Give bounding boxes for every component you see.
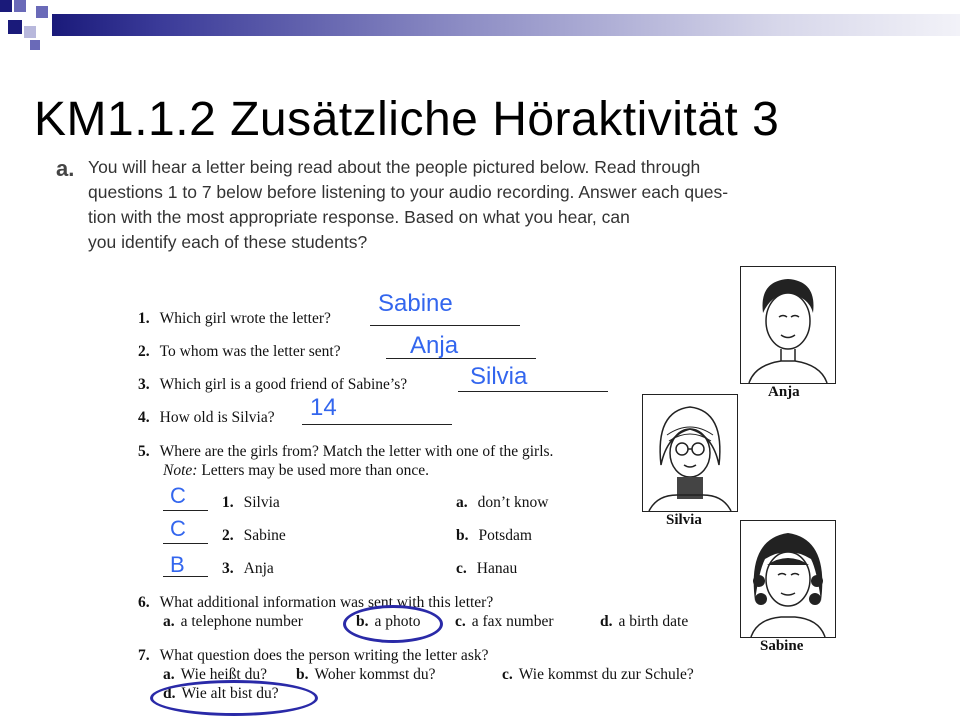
option-text: Wie alt bist du? [181, 685, 279, 702]
item-name: Anja [243, 560, 274, 577]
option-text: a telephone number [180, 613, 303, 630]
question-number: 1. [138, 310, 150, 327]
match-answer-1: C [170, 483, 186, 508]
question-text: What question does the person writing the letter ask? [159, 647, 489, 664]
photo-caption: Silvia [666, 512, 702, 528]
option-text: a birth date [618, 613, 689, 630]
question-3 [138, 376, 407, 394]
deco-square [36, 6, 48, 18]
answer-4: 14 [310, 394, 337, 421]
portrait-illustration [741, 267, 835, 383]
question-number: 4. [138, 409, 150, 426]
q6-option-c [455, 613, 554, 631]
option-letter: d. [163, 685, 176, 702]
match-item [222, 527, 286, 545]
deco-square [0, 0, 12, 12]
match-option [456, 527, 532, 545]
option-text: a photo [374, 613, 421, 630]
photo-anja [740, 266, 836, 384]
instruction-line: tion with the most appropriate response. Based on what you hear, can [88, 207, 630, 227]
option-letter: b. [456, 527, 469, 544]
header-gradient-bar [52, 14, 960, 36]
instruction-line: you identify each of these students? [88, 232, 368, 252]
question-2 [138, 343, 341, 361]
question-number: 5. [138, 443, 150, 460]
question-text: Which girl wrote the letter? [159, 310, 331, 327]
question-number: 3. [138, 376, 150, 393]
question-number: 2. [138, 343, 150, 360]
instruction-line: You will hear a letter being read about the people pictured below. Read through [88, 157, 701, 177]
item-number: 2. [222, 527, 234, 544]
deco-square [14, 0, 26, 12]
slide-title: KM1.1.2 Zusätzliche Höraktivität 3 [34, 93, 780, 146]
question-text: What additional information was sent with this letter? [159, 594, 494, 611]
answer-line [163, 543, 208, 544]
option-letter: b. [356, 613, 369, 630]
answer-1: Sabine [378, 290, 453, 317]
instruction-line: questions 1 to 7 below before listening to your audio recording. Answer each ques- [88, 182, 729, 202]
q7-option-b [296, 666, 436, 684]
match-answer-3: B [170, 552, 185, 577]
option-letter: c. [502, 666, 513, 683]
photo-silvia [642, 394, 738, 512]
item-name: Sabine [243, 527, 286, 544]
question-text: To whom was the letter sent? [159, 343, 341, 360]
photo-sabine [740, 520, 836, 638]
option-letter: c. [456, 560, 467, 577]
question-6 [138, 594, 493, 612]
option-text: Hanau [476, 560, 518, 577]
option-letter: b. [296, 666, 309, 683]
q6-option-d [600, 613, 688, 631]
option-text: Wie heißt du? [180, 666, 267, 683]
deco-square [24, 26, 36, 38]
selected-answer-circle [150, 680, 318, 716]
portrait-illustration [643, 395, 737, 511]
question-4 [138, 409, 275, 427]
photo-caption: Sabine [760, 638, 804, 654]
option-text: Wie kommst du zur Schule? [518, 666, 694, 683]
option-letter: a. [456, 494, 468, 511]
question-number: 7. [138, 647, 150, 664]
option-text: a fax number [471, 613, 554, 630]
option-letter: d. [600, 613, 613, 630]
option-text: Woher kommst du? [314, 666, 436, 683]
deco-square [30, 40, 40, 50]
selected-answer-circle [343, 605, 443, 643]
match-item [222, 560, 274, 578]
question-1 [138, 310, 331, 328]
question-5-note [163, 462, 429, 480]
note-text: Letters may be used more than once. [197, 462, 429, 479]
option-text: don’t know [477, 494, 549, 511]
question-7 [138, 647, 488, 665]
item-number: 1. [222, 494, 234, 511]
option-letter: c. [455, 613, 466, 630]
question-text: Where are the girls from? Match the letter with one of the girls. [159, 443, 554, 460]
option-text: Potsdam [478, 527, 532, 544]
portrait-illustration [741, 521, 835, 637]
q6-option-a [163, 613, 303, 631]
q7-option-c [502, 666, 694, 684]
match-option [456, 494, 548, 512]
question-text: Which girl is a good friend of Sabine’s? [159, 376, 408, 393]
item-name: Silvia [243, 494, 280, 511]
answer-line [370, 325, 520, 326]
option-letter: a. [163, 666, 175, 683]
answer-2: Anja [410, 332, 459, 359]
slide-header-decoration [0, 0, 960, 56]
photo-caption: Anja [768, 384, 800, 400]
answer-line [386, 358, 536, 359]
item-number: 3. [222, 560, 234, 577]
question-text: How old is Silvia? [159, 409, 275, 426]
question-5 [138, 443, 553, 461]
note-label: Note: [163, 462, 198, 479]
answer-line [163, 510, 208, 511]
match-answer-2: C [170, 516, 186, 541]
answer-line [302, 424, 452, 425]
instruction-letter: a. [56, 156, 75, 181]
answer-line [458, 391, 608, 392]
match-item [222, 494, 280, 512]
question-number: 6. [138, 594, 150, 611]
option-letter: a. [163, 613, 175, 630]
answer-3: Silvia [470, 363, 528, 390]
deco-square [8, 20, 22, 34]
match-option [456, 560, 517, 578]
